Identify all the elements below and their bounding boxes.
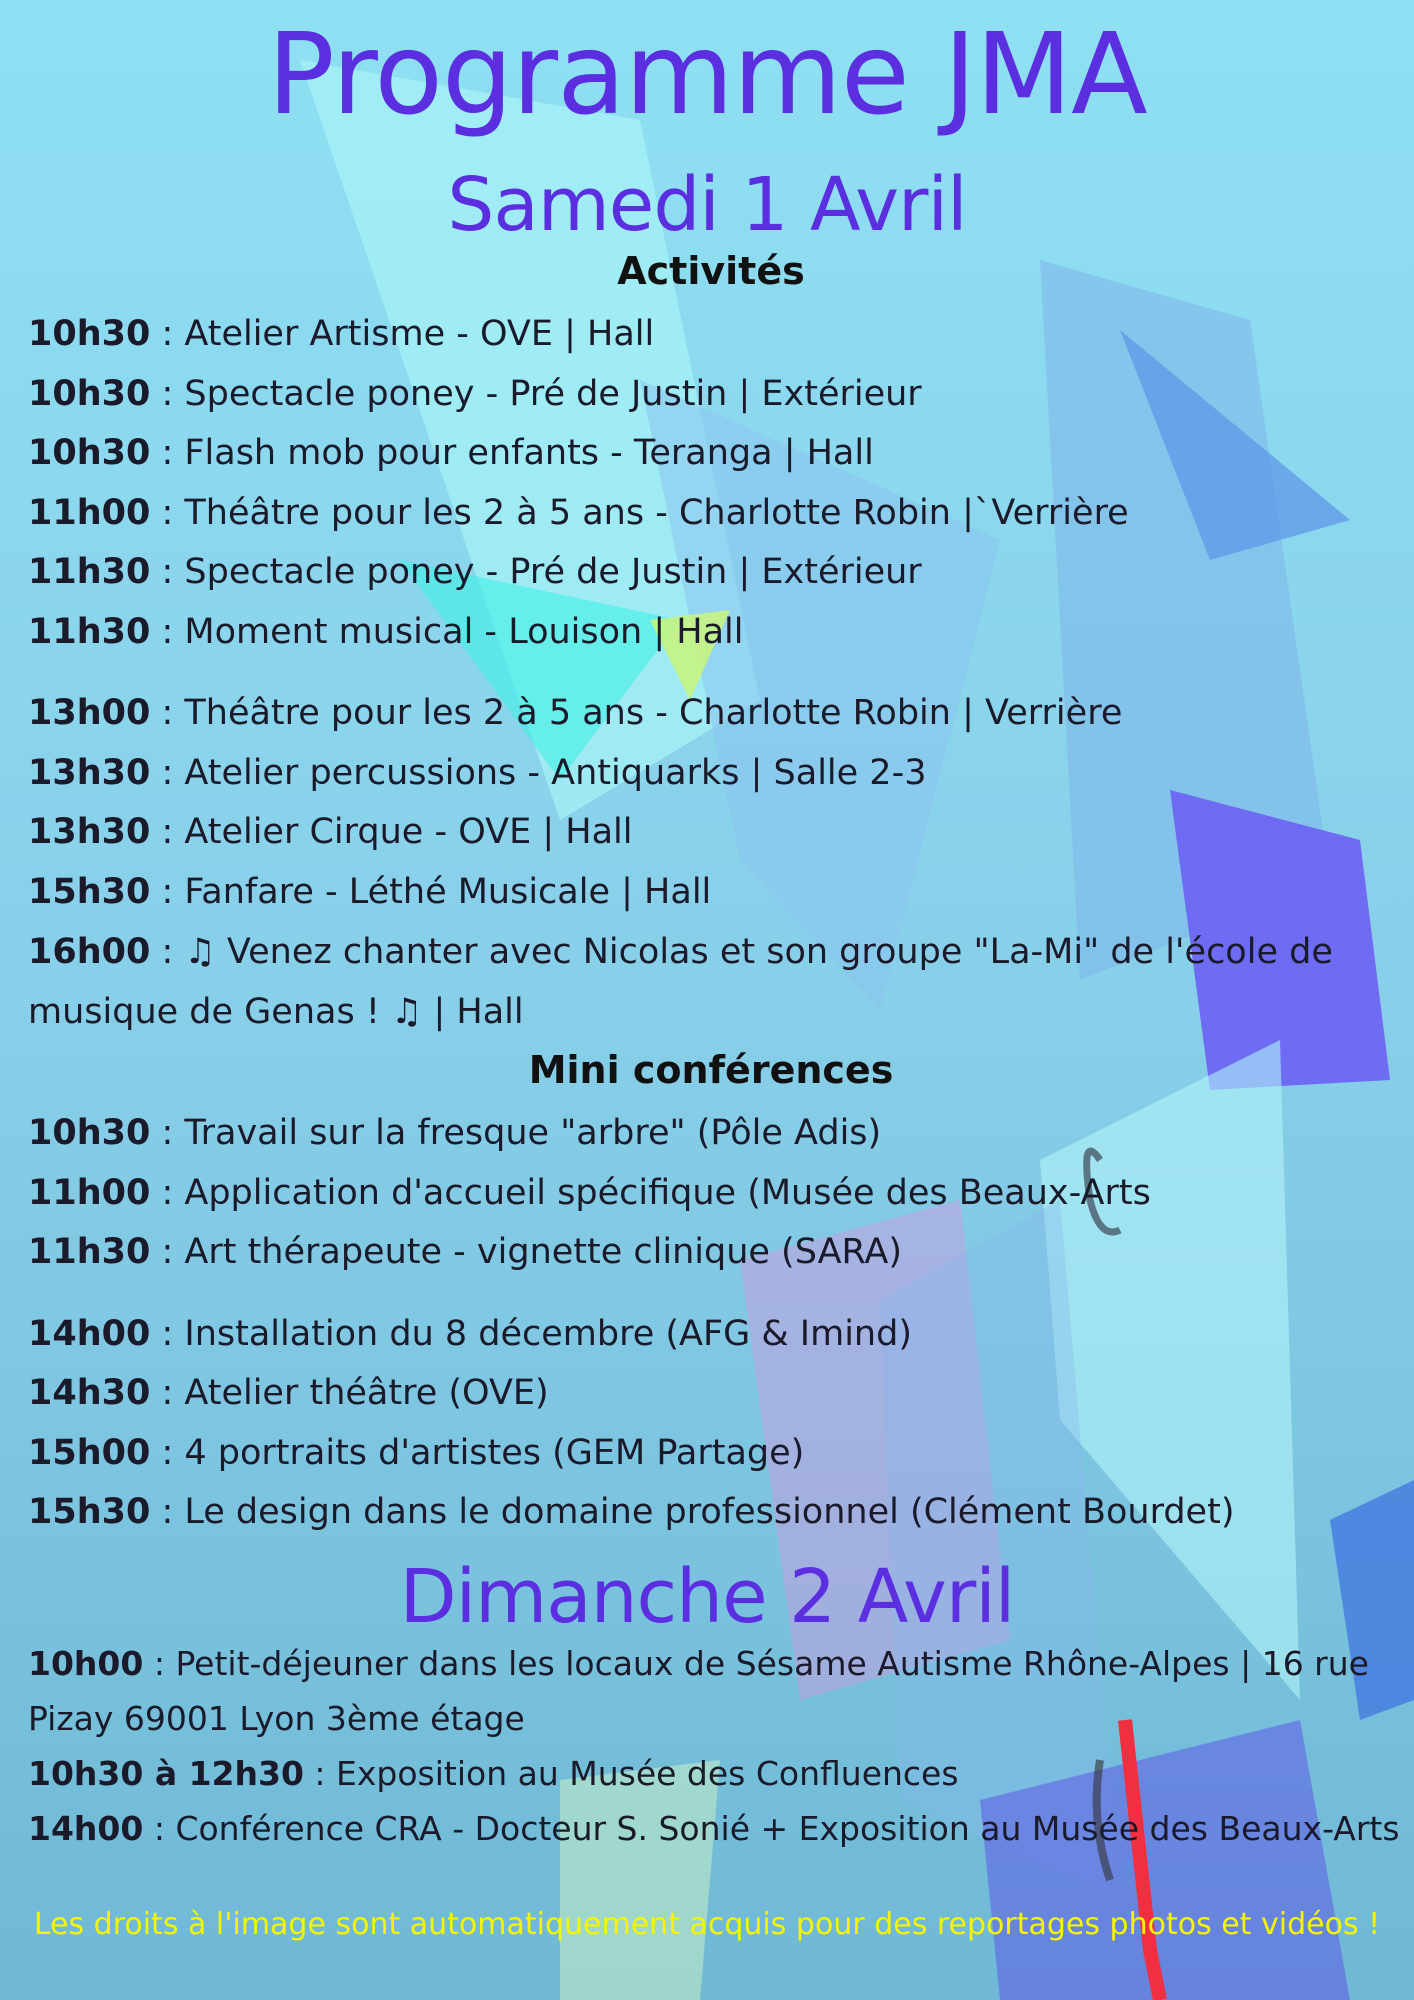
image-rights-notice: Les droits à l'image sont automatiquement acquis pour des reportages photos et vidéos !: [33, 1907, 1381, 1942]
item-time: 11h30: [28, 1232, 151, 1272]
list-item: [28, 365, 1403, 425]
list-item: [28, 543, 1403, 603]
item-text: : Travail sur la fresque "arbre" (Pôle Adis): [150, 1113, 882, 1153]
item-time: 10h00: [28, 1644, 144, 1683]
list-item: [28, 863, 1403, 923]
page-title: Programme JMA: [267, 10, 1147, 140]
item-time: 10h30: [28, 314, 151, 354]
item-time: 11h30: [28, 552, 151, 592]
item-time: 13h30: [28, 812, 151, 852]
list-item: [28, 1746, 1403, 1801]
item-text: : Installation du 8 décembre (AFG & Imind): [150, 1313, 912, 1354]
item-time: 11h00: [28, 492, 151, 533]
item-time: 14h30: [28, 1373, 151, 1413]
activities-list: [28, 305, 1403, 1042]
item-time: 14h00: [28, 1313, 151, 1354]
item-text: : Moment musical - Louison | Hall: [150, 611, 744, 652]
item-text: : Atelier percussions - Antiquarks | Salle 2-3: [150, 752, 927, 793]
item-time: 11h00: [28, 1172, 151, 1213]
item-time: 15h30: [28, 871, 151, 912]
item-time: 15h00: [28, 1432, 151, 1473]
item-text: : Application d'accueil spécifique (Musée des Beaux-Arts: [150, 1172, 1151, 1213]
item-time: 13h00: [28, 693, 151, 733]
item-text: : Atelier Artisme - OVE | Hall: [150, 314, 655, 354]
item-text: : Conférence CRA - Docteur S. Sonié + Exposition au Musée des Beaux-Arts: [143, 1809, 1400, 1848]
list-item: [28, 684, 1403, 744]
item-time: 10h30: [28, 433, 151, 473]
list-item: [28, 603, 1403, 663]
item-time: 10h30: [28, 373, 151, 414]
item-text: : Spectacle poney - Pré de Justin | Extérieur: [150, 552, 922, 592]
item-text: : 4 portraits d'artistes (GEM Partage): [150, 1432, 805, 1473]
list-item: [28, 305, 1403, 365]
list-item: [28, 1223, 1403, 1283]
item-text: : Spectacle poney - Pré de Justin | Extérieur: [150, 373, 922, 414]
activities-heading: Activités: [617, 249, 805, 293]
item-time: 15h30: [28, 1492, 151, 1532]
item-text: : Exposition au Musée des Confluences: [303, 1754, 959, 1793]
item-time: 14h00: [28, 1809, 144, 1848]
list-item: [28, 1636, 1403, 1746]
item-text: : Art thérapeute - vignette clinique (SARA): [150, 1232, 903, 1272]
conferences-heading: Mini conférences: [528, 1048, 894, 1092]
conferences-list: [28, 1104, 1403, 1543]
list-item: [28, 424, 1403, 484]
item-text: : Le design dans le domaine professionnel (Clément Bourdet): [150, 1492, 1235, 1532]
day2-title: Dimanche 2 Avril: [399, 1554, 1015, 1640]
item-text: : Petit-déjeuner dans les locaux de Sésame Autisme Rhône-Alpes | 16 rue Pizay 69001 Lyon 3ème étage: [28, 1644, 1369, 1738]
list-item: [28, 1801, 1403, 1856]
item-text: : Atelier Cirque - OVE | Hall: [150, 812, 633, 852]
item-time: 11h30: [28, 611, 151, 652]
sunday-list: [28, 1636, 1403, 1856]
list-item: [28, 922, 1403, 1042]
item-text: : ♫ Venez chanter avec Nicolas et son groupe "La-Mi" de l'école de musique de Genas ! ♫ | Hall: [28, 932, 1333, 1032]
item-time: 16h00: [28, 932, 151, 972]
list-item: [28, 803, 1403, 863]
item-time: 10h30 à 12h30: [28, 1754, 304, 1793]
list-item: [28, 1424, 1403, 1484]
list-item: [28, 1483, 1403, 1543]
list-item: [28, 484, 1403, 544]
day1-title: Samedi 1 Avril: [447, 162, 967, 248]
item-text: : Atelier théâtre (OVE): [150, 1373, 549, 1413]
list-item: [28, 1305, 1403, 1365]
item-text: : Fanfare - Léthé Musicale | Hall: [150, 871, 712, 912]
item-time: 13h30: [28, 752, 151, 793]
item-text: : Théâtre pour les 2 à 5 ans - Charlotte Robin | Verrière: [150, 693, 1123, 733]
list-item: [28, 744, 1403, 804]
item-text: : Théâtre pour les 2 à 5 ans - Charlotte Robin |`Verrière: [150, 492, 1129, 533]
item-text: : Flash mob pour enfants - Teranga | Hall: [150, 433, 874, 473]
list-item: [28, 1164, 1403, 1224]
list-item: [28, 1104, 1403, 1164]
list-item: [28, 1364, 1403, 1424]
item-time: 10h30: [28, 1113, 151, 1153]
